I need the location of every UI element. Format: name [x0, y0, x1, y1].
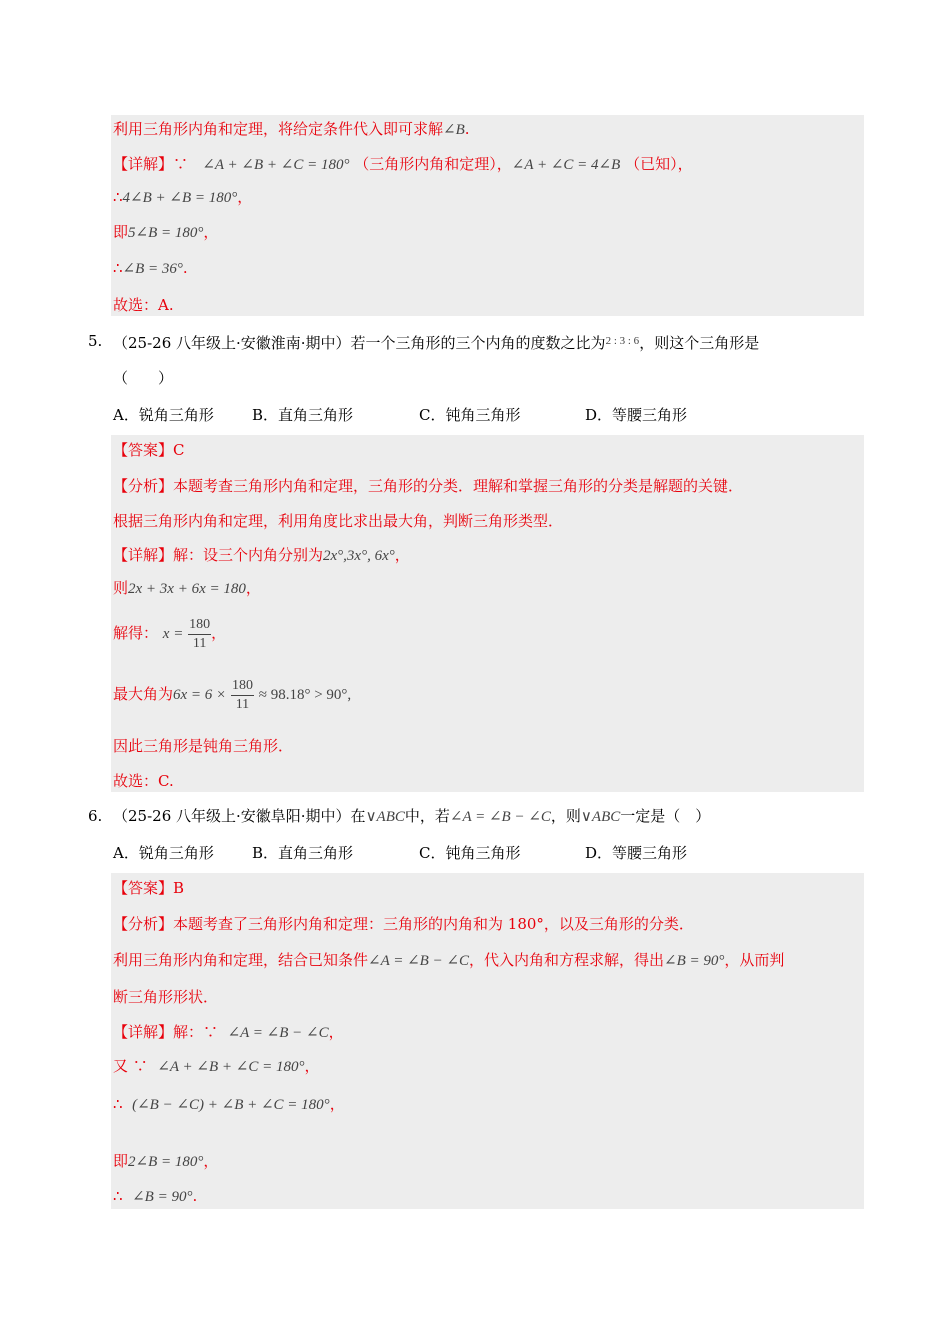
b1-line2: 【详解】∵ ∠A + ∠B + ∠C = 180° （三角形内角和定理），∠A + ∠C = 4∠B （已知），: [113, 155, 693, 173]
b2-max: 最大角为6x = 6 × $\frac{180}{11}$ ≈ 98.18° > 90°,: [113, 677, 352, 712]
b3-analysis1: 【分析】本题考查了三角形内角和定理：三角形的内角和为 180°，以及三角形的分类．: [113, 915, 694, 933]
b2-then: 则2x + 3x + 6x = 180，: [113, 579, 261, 597]
b1-line5: ∴∠B = 36°.: [113, 259, 188, 277]
b3-d2: 又 ∵ ∠A + ∠B + ∠C = 180°，: [113, 1057, 320, 1075]
b1-line6: 故选：A.: [113, 296, 174, 314]
q5-paren: （ ）: [113, 369, 174, 387]
b2-answer: 【答案】C: [113, 441, 185, 459]
b3-d5: ∴ ∠B = 90°.: [113, 1187, 198, 1205]
q5-option-b: B．直角三角形: [252, 406, 354, 424]
b1-line1: 利用三角形内角和定理，将给定条件代入即可求解∠B.: [113, 120, 470, 138]
fraction-180-11-max: $\frac{180}{11}$: [231, 677, 253, 712]
b2-analysis1: 【分析】本题考查三角形内角和定理，三角形的分类．理解和掌握三角形的分类是解题的关键．: [113, 477, 744, 495]
solution-block-4: [111, 115, 864, 316]
b2-conclusion: 因此三角形是钝角三角形．: [113, 737, 294, 755]
q5-option-d: D．等腰三角形: [585, 406, 688, 424]
q6-option-a: A．锐角三角形: [113, 844, 214, 862]
b2-analysis2: 根据三角形内角和定理，利用角度比求出最大角，判断三角形类型．: [113, 512, 564, 530]
q5-option-c: C．钝角三角形: [419, 406, 521, 424]
q6-stem: （25-26 八年级上·安徽阜阳·期中）在∨ABC中，若∠A = ∠B − ∠C，则∨ABC一定是（ ）: [113, 807, 711, 825]
b2-solve: 解得： x = $\frac{180}{11}$ ，: [113, 616, 227, 651]
b1-line4: 即5∠B = 180°，: [113, 223, 219, 241]
q6-option-d: D．等腰三角形: [585, 844, 688, 862]
q5-option-a: A．锐角三角形: [113, 406, 214, 424]
b3-analysis3: 断三角形形状．: [113, 988, 219, 1006]
b2-detail: 【详解】解：设三个内角分别为2x°,3x°, 6x°，: [113, 546, 410, 564]
fraction-180-11: $\frac{180}{11}$: [189, 616, 211, 651]
b3-answer: 【答案】B: [113, 879, 185, 897]
b3-analysis2: 利用三角形内角和定理，结合已知条件∠A = ∠B − ∠C，代入内角和方程求解，得出∠B = 90°，从而判: [113, 951, 785, 969]
q5-number: 5.: [88, 332, 103, 350]
q6-option-c: C．钝角三角形: [419, 844, 521, 862]
b2-choice: 故选：C.: [113, 772, 174, 790]
b1-line3: ∴4∠B + ∠B = 180°，: [113, 188, 253, 206]
b3-d4: 即2∠B = 180°，: [113, 1152, 219, 1170]
b3-d1: 【详解】解：∵ ∠A = ∠B − ∠C，: [113, 1023, 344, 1041]
b3-d3: ∴ (∠B − ∠C) + ∠B + ∠C = 180°，: [113, 1095, 345, 1113]
q6-option-b: B．直角三角形: [252, 844, 354, 862]
q6-number: 6.: [88, 807, 103, 825]
q5-stem: （25-26 八年级上·安徽淮南·期中）若一个三角形的三个内角的度数之比为$^{2 : 3 : 6}$，则这个三角形是: [113, 334, 760, 352]
